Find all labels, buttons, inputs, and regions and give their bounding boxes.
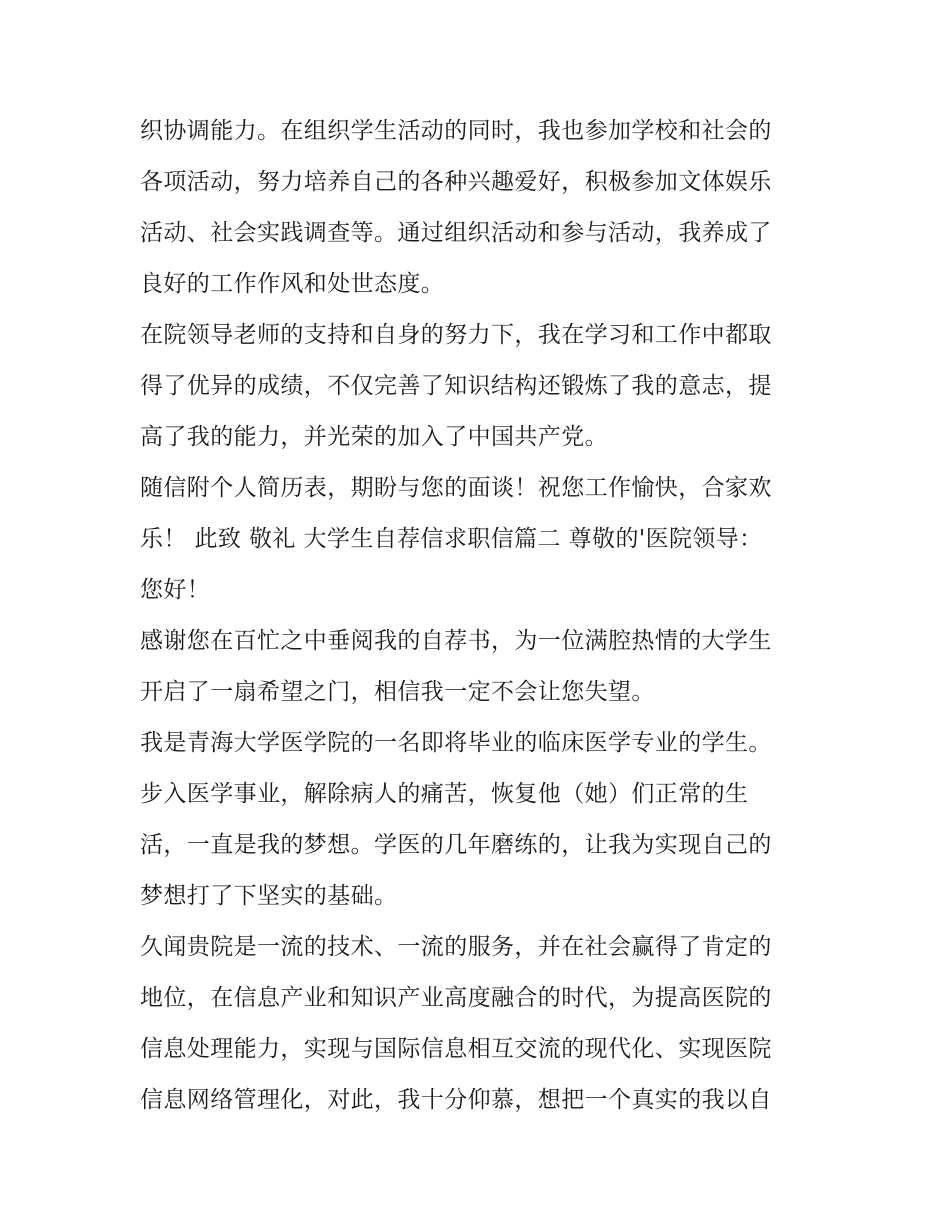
text-line: 久闻贵院是一流的技术、一流的服务，并在社会赢得了肯定的 bbox=[140, 934, 772, 960]
text-line: 步入医学事业，解除病人的痛苦，恢复他（她）们正常的生 bbox=[140, 781, 749, 807]
text-line: 活动、社会实践调查等。通过组织活动和参与活动，我养成了 bbox=[140, 220, 772, 246]
text-line: 信息处理能力，实现与国际信息相互交流的现代化、实现医院 bbox=[140, 1036, 772, 1062]
greeting-line: 您好！ bbox=[140, 577, 211, 603]
text-line: 开启了一扇希望之门，相信我一定不会让您失望。 bbox=[140, 679, 655, 705]
text-line: 我是青海大学医学院的一名即将毕业的临床医学专业的学生。 bbox=[140, 730, 772, 756]
text-line: 各项活动，努力培养自己的各种兴趣爱好，积极参加文体娱乐 bbox=[140, 169, 772, 195]
text-line: 梦想打了下坚实的基础。 bbox=[140, 883, 398, 909]
text-line: 信息网络管理化，对此，我十分仰慕，想把一个真实的我以自 bbox=[140, 1087, 772, 1113]
text-line: 织协调能力。在组织学生活动的同时，我也参加学校和社会的 bbox=[140, 118, 772, 144]
text-line: 良好的工作作风和处世态度。 bbox=[140, 271, 445, 297]
letter-body bbox=[140, 106, 820, 1126]
text-line: 感谢您在百忙之中垂阅我的自荐书，为一位满腔热情的大学生 bbox=[140, 628, 772, 654]
text-line: 高了我的能力，并光荣的加入了中国共产党。 bbox=[140, 424, 608, 450]
text-line: 活，一直是我的梦想。学医的几年磨练的，让我为实现自己的 bbox=[140, 832, 772, 858]
text-line: 地位，在信息产业和知识产业高度融合的时代，为提高医院的 bbox=[140, 985, 772, 1011]
text-line: 得了优异的成绩，不仅完善了知识结构还锻炼了我的意志，提 bbox=[140, 373, 772, 399]
text-line: 随信附个人简历表，期盼与您的面谈！祝您工作愉快，合家欢 bbox=[140, 475, 772, 501]
text-line: 在院领导老师的支持和自身的努力下，我在学习和工作中都取 bbox=[140, 322, 772, 348]
text-line: 乐！ 此致 敬礼 大学生自荐信求职信篇二 尊敬的'医院领导： bbox=[140, 526, 763, 552]
